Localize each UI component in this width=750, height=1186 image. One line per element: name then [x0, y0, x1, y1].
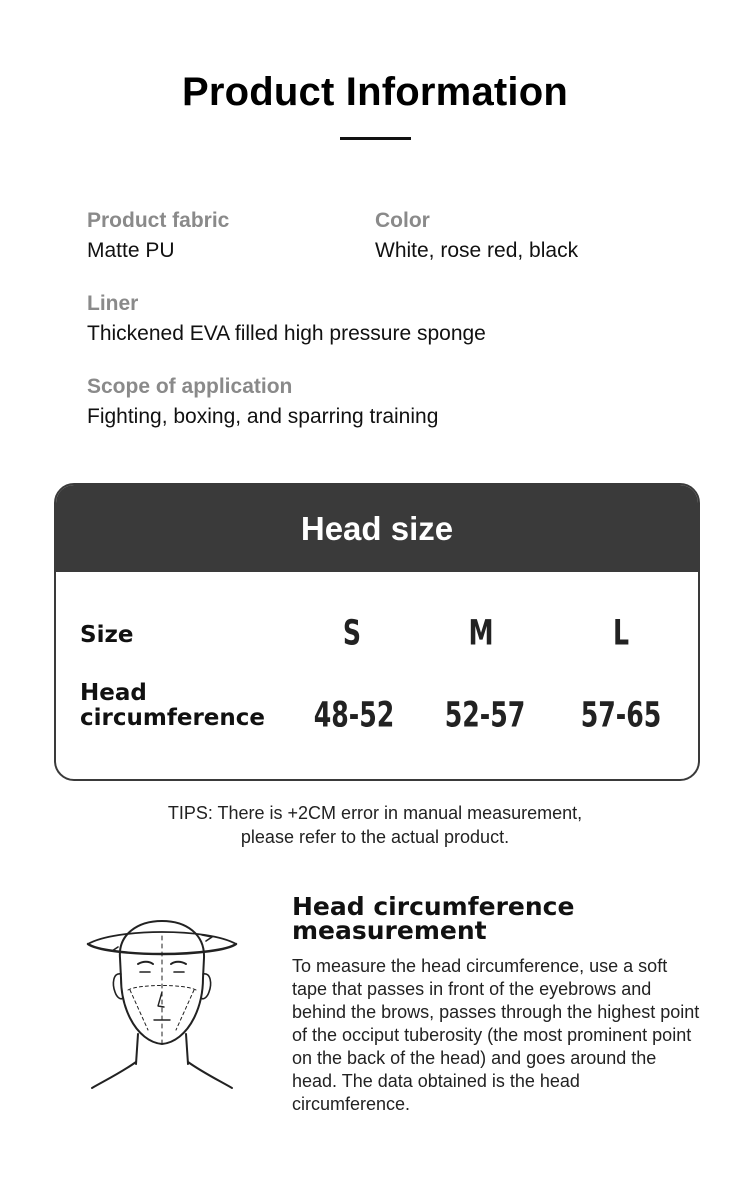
range-m: 52-57 [444, 693, 526, 736]
circumference-label-line2: circumference [80, 705, 265, 731]
circumference-row-label [80, 681, 265, 731]
size-row-label: Size [80, 622, 134, 648]
color-value: White, rose red, black [375, 239, 579, 262]
scope-label: Scope of application [87, 375, 293, 398]
measurement-title-line2: measurement [292, 916, 487, 945]
tips-line2: please refer to the actual product. [240, 827, 510, 847]
liner-label: Liner [87, 292, 139, 315]
size-l: L [612, 611, 630, 654]
product-fabric-value: Matte PU [87, 239, 175, 262]
range-l: 57-65 [580, 693, 662, 736]
page-title: Product Information [181, 70, 568, 114]
head-measuring-tape-icon [82, 912, 242, 1097]
measurement-title-line1: Head circumference [292, 892, 575, 921]
tips-line1: TIPS: There is +2CM error in manual measurement, [167, 803, 583, 823]
circumference-label-line1: Head [80, 680, 147, 706]
measurement-title [292, 892, 712, 945]
scope-value: Fighting, boxing, and sparring training [87, 405, 439, 428]
measurement-body: To measure the head circumference, use a soft tape that passes in front of the eyebrows and behind the brows, passes through the highest point of the occiput tuberosity (the most prominent point on the back of the head) and goes around the head. The data obtained is the head circumference. [292, 956, 700, 1114]
tips-note [0, 801, 750, 849]
head-size-header: Head size [56, 485, 698, 572]
liner-value: Thickened EVA filled high pressure sponge [87, 322, 486, 345]
size-m: M [468, 611, 494, 654]
range-s: 48-52 [313, 693, 395, 736]
product-fabric-label: Product fabric [87, 209, 230, 232]
size-s: S [342, 611, 362, 654]
head-size-card [54, 483, 700, 781]
color-label: Color [375, 209, 430, 232]
title-underline [340, 137, 411, 140]
